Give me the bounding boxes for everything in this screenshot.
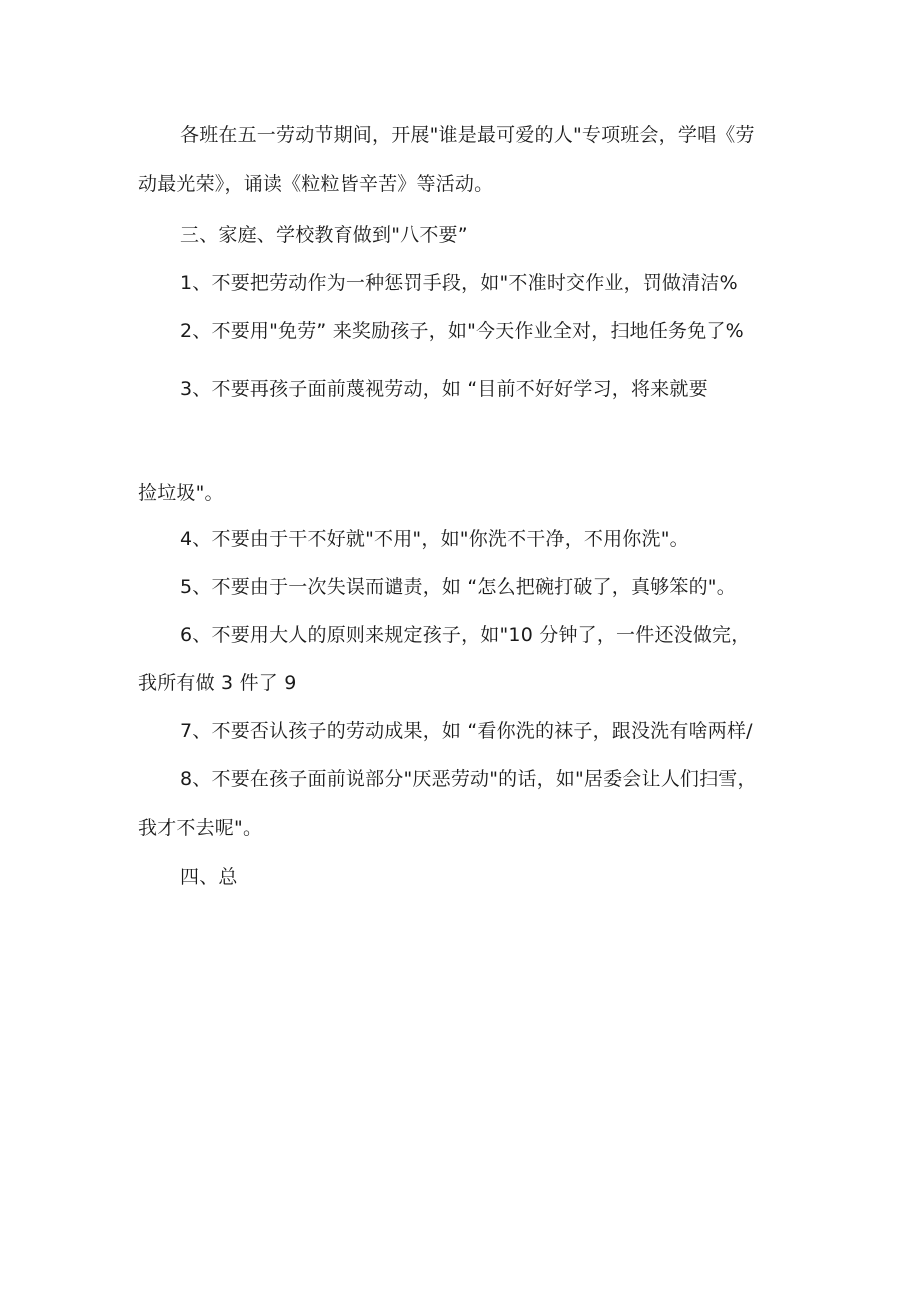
paragraph-line-activities-2: 动最光荣》，诵读《粒粒皆辛苦》等活动。	[138, 173, 494, 195]
list-item-3-continuation: 捡垃圾"。	[138, 482, 224, 504]
list-item-8-continuation: 我才不去呢"。	[138, 817, 263, 839]
list-item-4: 4、不要由于干不好就"不用"，如"你洗不干净，不用你洗"。	[180, 528, 689, 550]
list-item-1: 1、不要把劳动作为一种惩罚手段，如"不准时交作业，罚做清洁%	[180, 272, 738, 294]
list-item-3: 3、不要再孩子面前蔑视劳动，如 “目前不好好学习，将来就要	[180, 378, 708, 400]
list-item-7: 7、不要否认孩子的劳动成果，如 “看你洗的袜子，跟没洗有啥两样/	[180, 720, 753, 742]
section-heading-three: 三、家庭、学校教育做到"八不要”	[180, 224, 468, 246]
list-item-8: 8、不要在孩子面前说部分"厌恶劳动"的话，如"居委会让人们扫雪，	[180, 768, 757, 790]
list-item-6: 6、不要用大人的原则来规定孩子，如"10 分钟了，一件还没做完，	[180, 624, 751, 646]
paragraph-line-activities-1: 各班在五一劳动节期间，开展"谁是最可爱的人"专项班会，学唱《劳	[180, 124, 755, 146]
list-item-6-continuation: 我所有做 3 件了 9	[138, 672, 297, 694]
list-item-5: 5、不要由于一次失误而谴责，如 “怎么把碗打破了，真够笨的"。	[180, 576, 736, 598]
list-item-2: 2、不要用"免劳” 来奖励孩子，如"今天作业全对，扫地任务免了%	[180, 320, 744, 342]
section-heading-four: 四、总	[180, 866, 238, 888]
